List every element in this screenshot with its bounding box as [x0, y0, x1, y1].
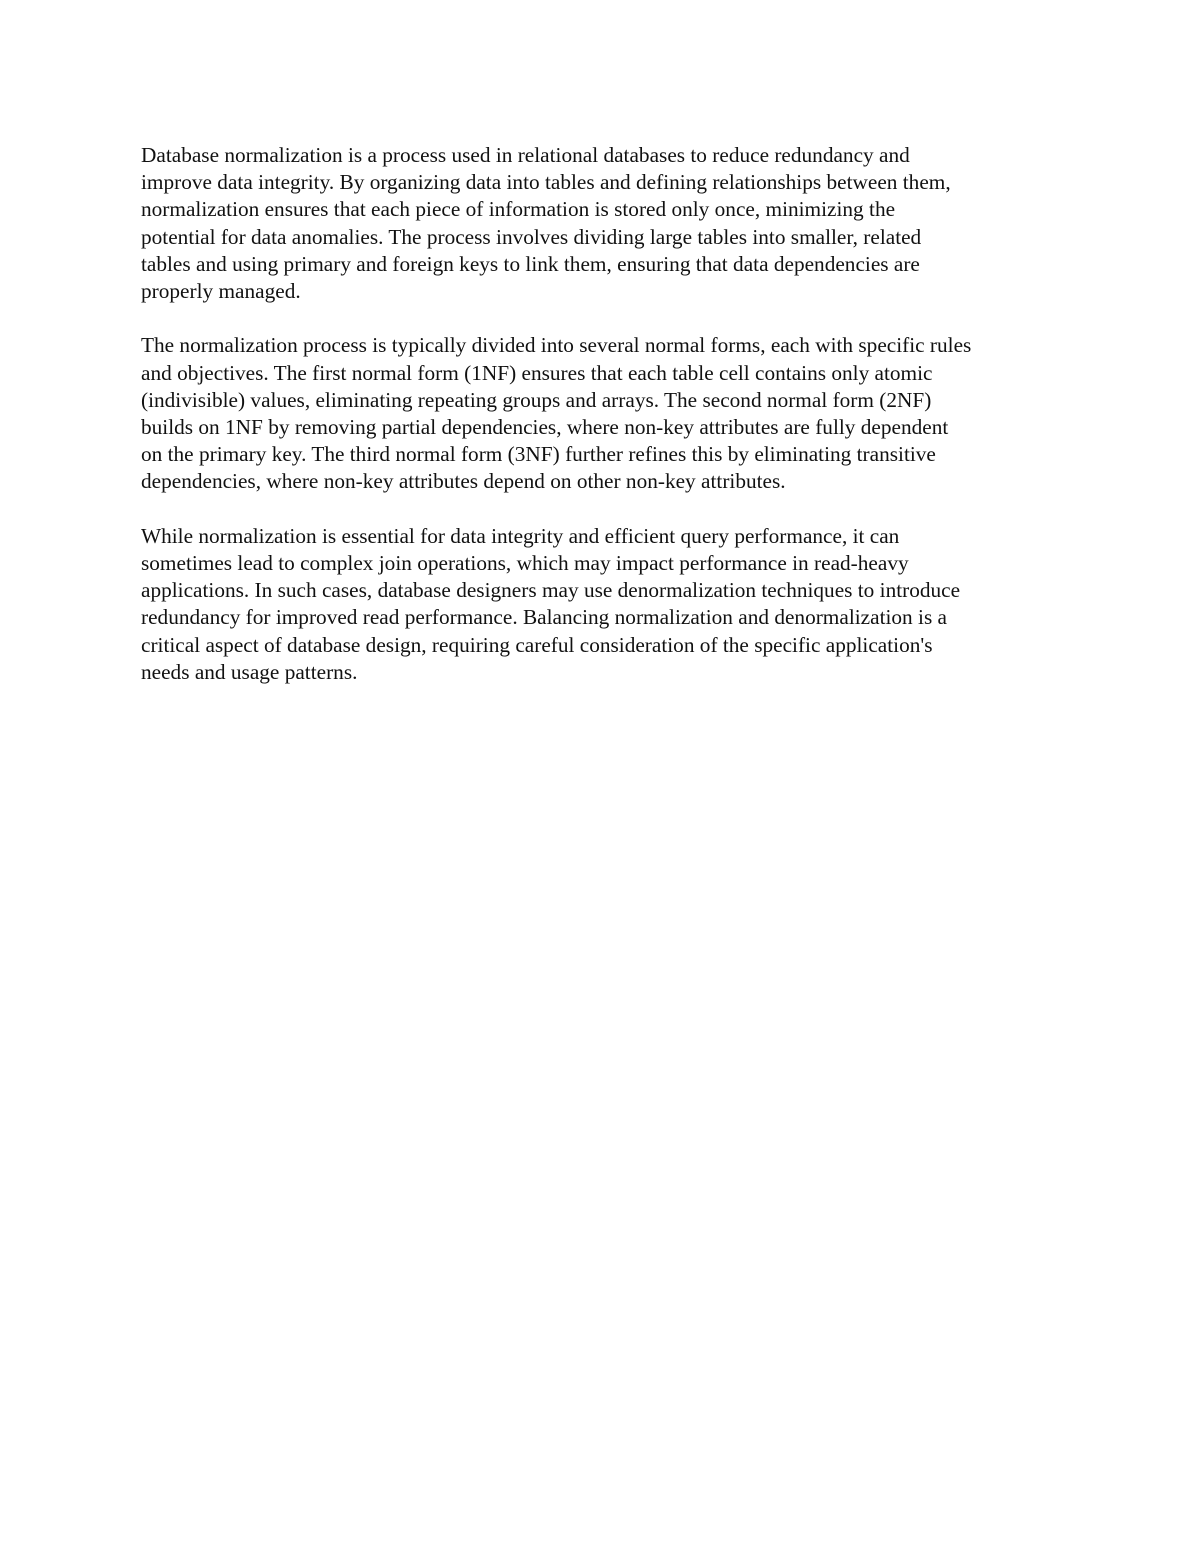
paragraph-line: redundancy for improved read performance. Balancing normalization and denormalization is a — [141, 605, 948, 630]
paragraph-line: sometimes lead to complex join operations, which may impact performance in read-heavy — [141, 551, 909, 576]
paragraph-1 — [141, 142, 1071, 305]
paragraph-line: (indivisible) values, eliminating repeating groups and arrays. The second normal form (2NF) — [141, 387, 932, 412]
paragraph-line: critical aspect of database design, requiring careful consideration of the specific application's — [141, 632, 933, 657]
paragraph-line: properly managed. — [141, 279, 301, 304]
paragraph-line: potential for data anomalies. The process involves dividing large tables into smaller, related — [141, 224, 922, 249]
document-body — [141, 142, 1071, 713]
paragraph-line: and objectives. The first normal form (1NF) ensures that each table cell contains only atomic — [141, 360, 933, 385]
paragraph-line: dependencies, where non-key attributes depend on other non-key attributes. — [141, 469, 786, 494]
paragraph-2 — [141, 332, 1071, 495]
paragraph-line: improve data integrity. By organizing data into tables and defining relationships between them, — [141, 170, 951, 195]
paragraph-line: Database normalization is a process used in relational databases to reduce redundancy and — [141, 143, 910, 167]
paragraph-line: normalization ensures that each piece of information is stored only once, minimizing the — [141, 197, 896, 222]
paragraph-line: on the primary key. The third normal form (3NF) further refines this by eliminating transitive — [141, 442, 936, 467]
paragraph-line: The normalization process is typically divided into several normal forms, each with specific rules — [141, 333, 972, 358]
paragraph-3 — [141, 523, 1071, 686]
paragraph-line: While normalization is essential for data integrity and efficient query performance, it can — [141, 523, 900, 548]
paragraph-line: needs and usage patterns. — [141, 659, 358, 684]
paragraph-line: applications. In such cases, database designers may use denormalization techniques to introduce — [141, 578, 961, 603]
paragraph-line: builds on 1NF by removing partial dependencies, where non-key attributes are fully dependent — [141, 415, 949, 440]
paragraph-line: tables and using primary and foreign keys to link them, ensuring that data dependencies are — [141, 251, 920, 276]
